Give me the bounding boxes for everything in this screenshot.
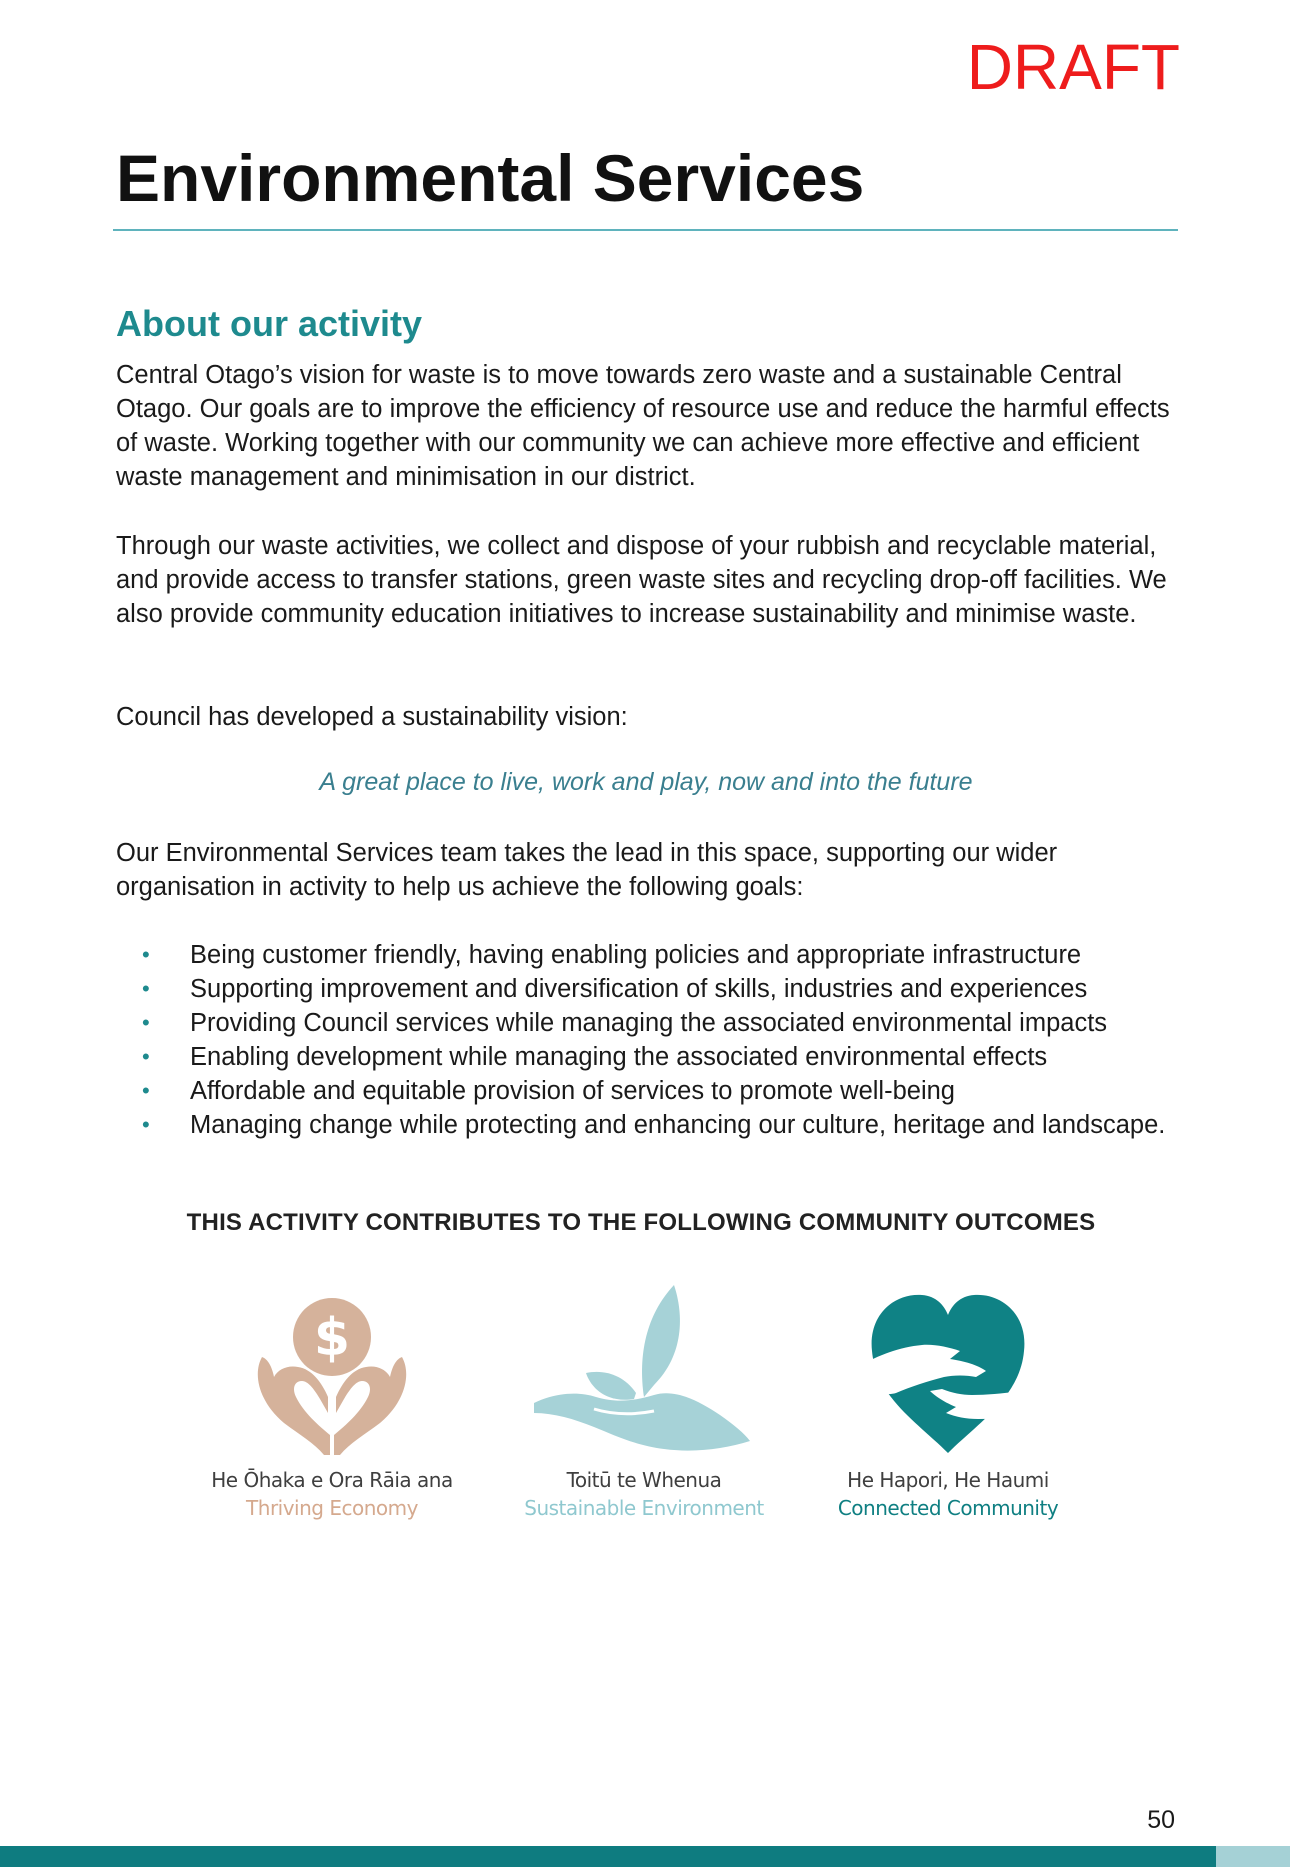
heart-hands-icon xyxy=(838,1285,1058,1460)
paragraph-team: Our Environmental Services team takes the lead in this space, supporting our wider organisation in activity to help us achieve the following goals: xyxy=(116,839,1058,901)
bullet-icon: • xyxy=(142,1044,150,1069)
vision-quote: A great place to live, work and play, now and into the future xyxy=(319,768,973,796)
list-item xyxy=(116,1040,1186,1074)
goal-text: Being customer friendly, having enabling policies and appropriate infrastructure xyxy=(190,941,1082,969)
goal-text: Managing change while protecting and enhancing our culture, heritage and landscape. xyxy=(190,1111,1166,1139)
outcome-thriving-economy xyxy=(202,1285,462,1520)
goal-text: Supporting improvement and diversification of skills, industries and experiences xyxy=(190,975,1088,1003)
page-number: 50 xyxy=(1147,1806,1175,1834)
bullet-icon: • xyxy=(142,976,150,1001)
outcome-maori-label: He Ōhaka e Ora Rāia ana xyxy=(211,1468,453,1492)
list-item xyxy=(116,1006,1186,1040)
outcome-english-label: Connected Community xyxy=(837,1496,1059,1520)
list-item xyxy=(116,938,1186,972)
outcome-sustainable-environment xyxy=(514,1285,774,1520)
paragraph-sustainability-intro: Council has developed a sustainability vision: xyxy=(116,703,628,731)
bullet-icon: • xyxy=(142,1078,150,1103)
paragraph-vision: Central Otago’s vision for waste is to move towards zero waste and a sustainable Central Otago. Our goals are to improve the efficiency of resource use and reduce the harmful effects of waste. Working together with our community we can achieve more effective and efficient waste management and minimisation in our district. xyxy=(116,361,1170,491)
page-title: Environmental Services xyxy=(116,141,865,215)
outcome-maori-label: He Hapori, He Haumi xyxy=(847,1468,1049,1492)
outcome-english-label: Thriving Economy xyxy=(246,1496,418,1520)
list-item xyxy=(116,1074,1186,1108)
bullet-icon: • xyxy=(142,1010,150,1035)
hands-dollar-icon xyxy=(222,1285,442,1460)
section-heading-about: About our activity xyxy=(116,303,423,344)
draft-watermark: DRAFT xyxy=(966,31,1180,103)
hand-leaves-icon xyxy=(534,1285,754,1460)
outcome-english-label: Sustainable Environment xyxy=(524,1496,764,1520)
footer-bar xyxy=(0,1846,1216,1867)
paragraph-waste-activities: Through our waste activities, we collect and dispose of your rubbish and recyclable material, and provide access to transfer stations, green waste sites and recycling drop-off facilities. We also provide community education initiatives to increase sustainability and minimise waste. xyxy=(116,532,1167,628)
list-item xyxy=(116,1108,1186,1142)
list-item xyxy=(116,972,1186,1006)
svg-text:$: $ xyxy=(313,1308,351,1368)
goals-list xyxy=(116,938,1186,1142)
bullet-icon: • xyxy=(142,942,150,967)
outcomes-heading: THIS ACTIVITY CONTRIBUTES TO THE FOLLOWING COMMUNITY OUTCOMES xyxy=(186,1209,1096,1236)
goal-text: Affordable and equitable provision of services to promote well-being xyxy=(190,1077,955,1105)
bullet-icon: • xyxy=(142,1112,150,1137)
footer-bar-accent xyxy=(1216,1846,1290,1867)
goal-text: Providing Council services while managing the associated environmental impacts xyxy=(190,1009,1108,1037)
title-divider xyxy=(113,229,1178,231)
outcome-maori-label: Toitū te Whenua xyxy=(566,1468,722,1492)
outcome-connected-community xyxy=(818,1285,1078,1520)
goal-text: Enabling development while managing the associated environmental effects xyxy=(190,1043,1048,1071)
